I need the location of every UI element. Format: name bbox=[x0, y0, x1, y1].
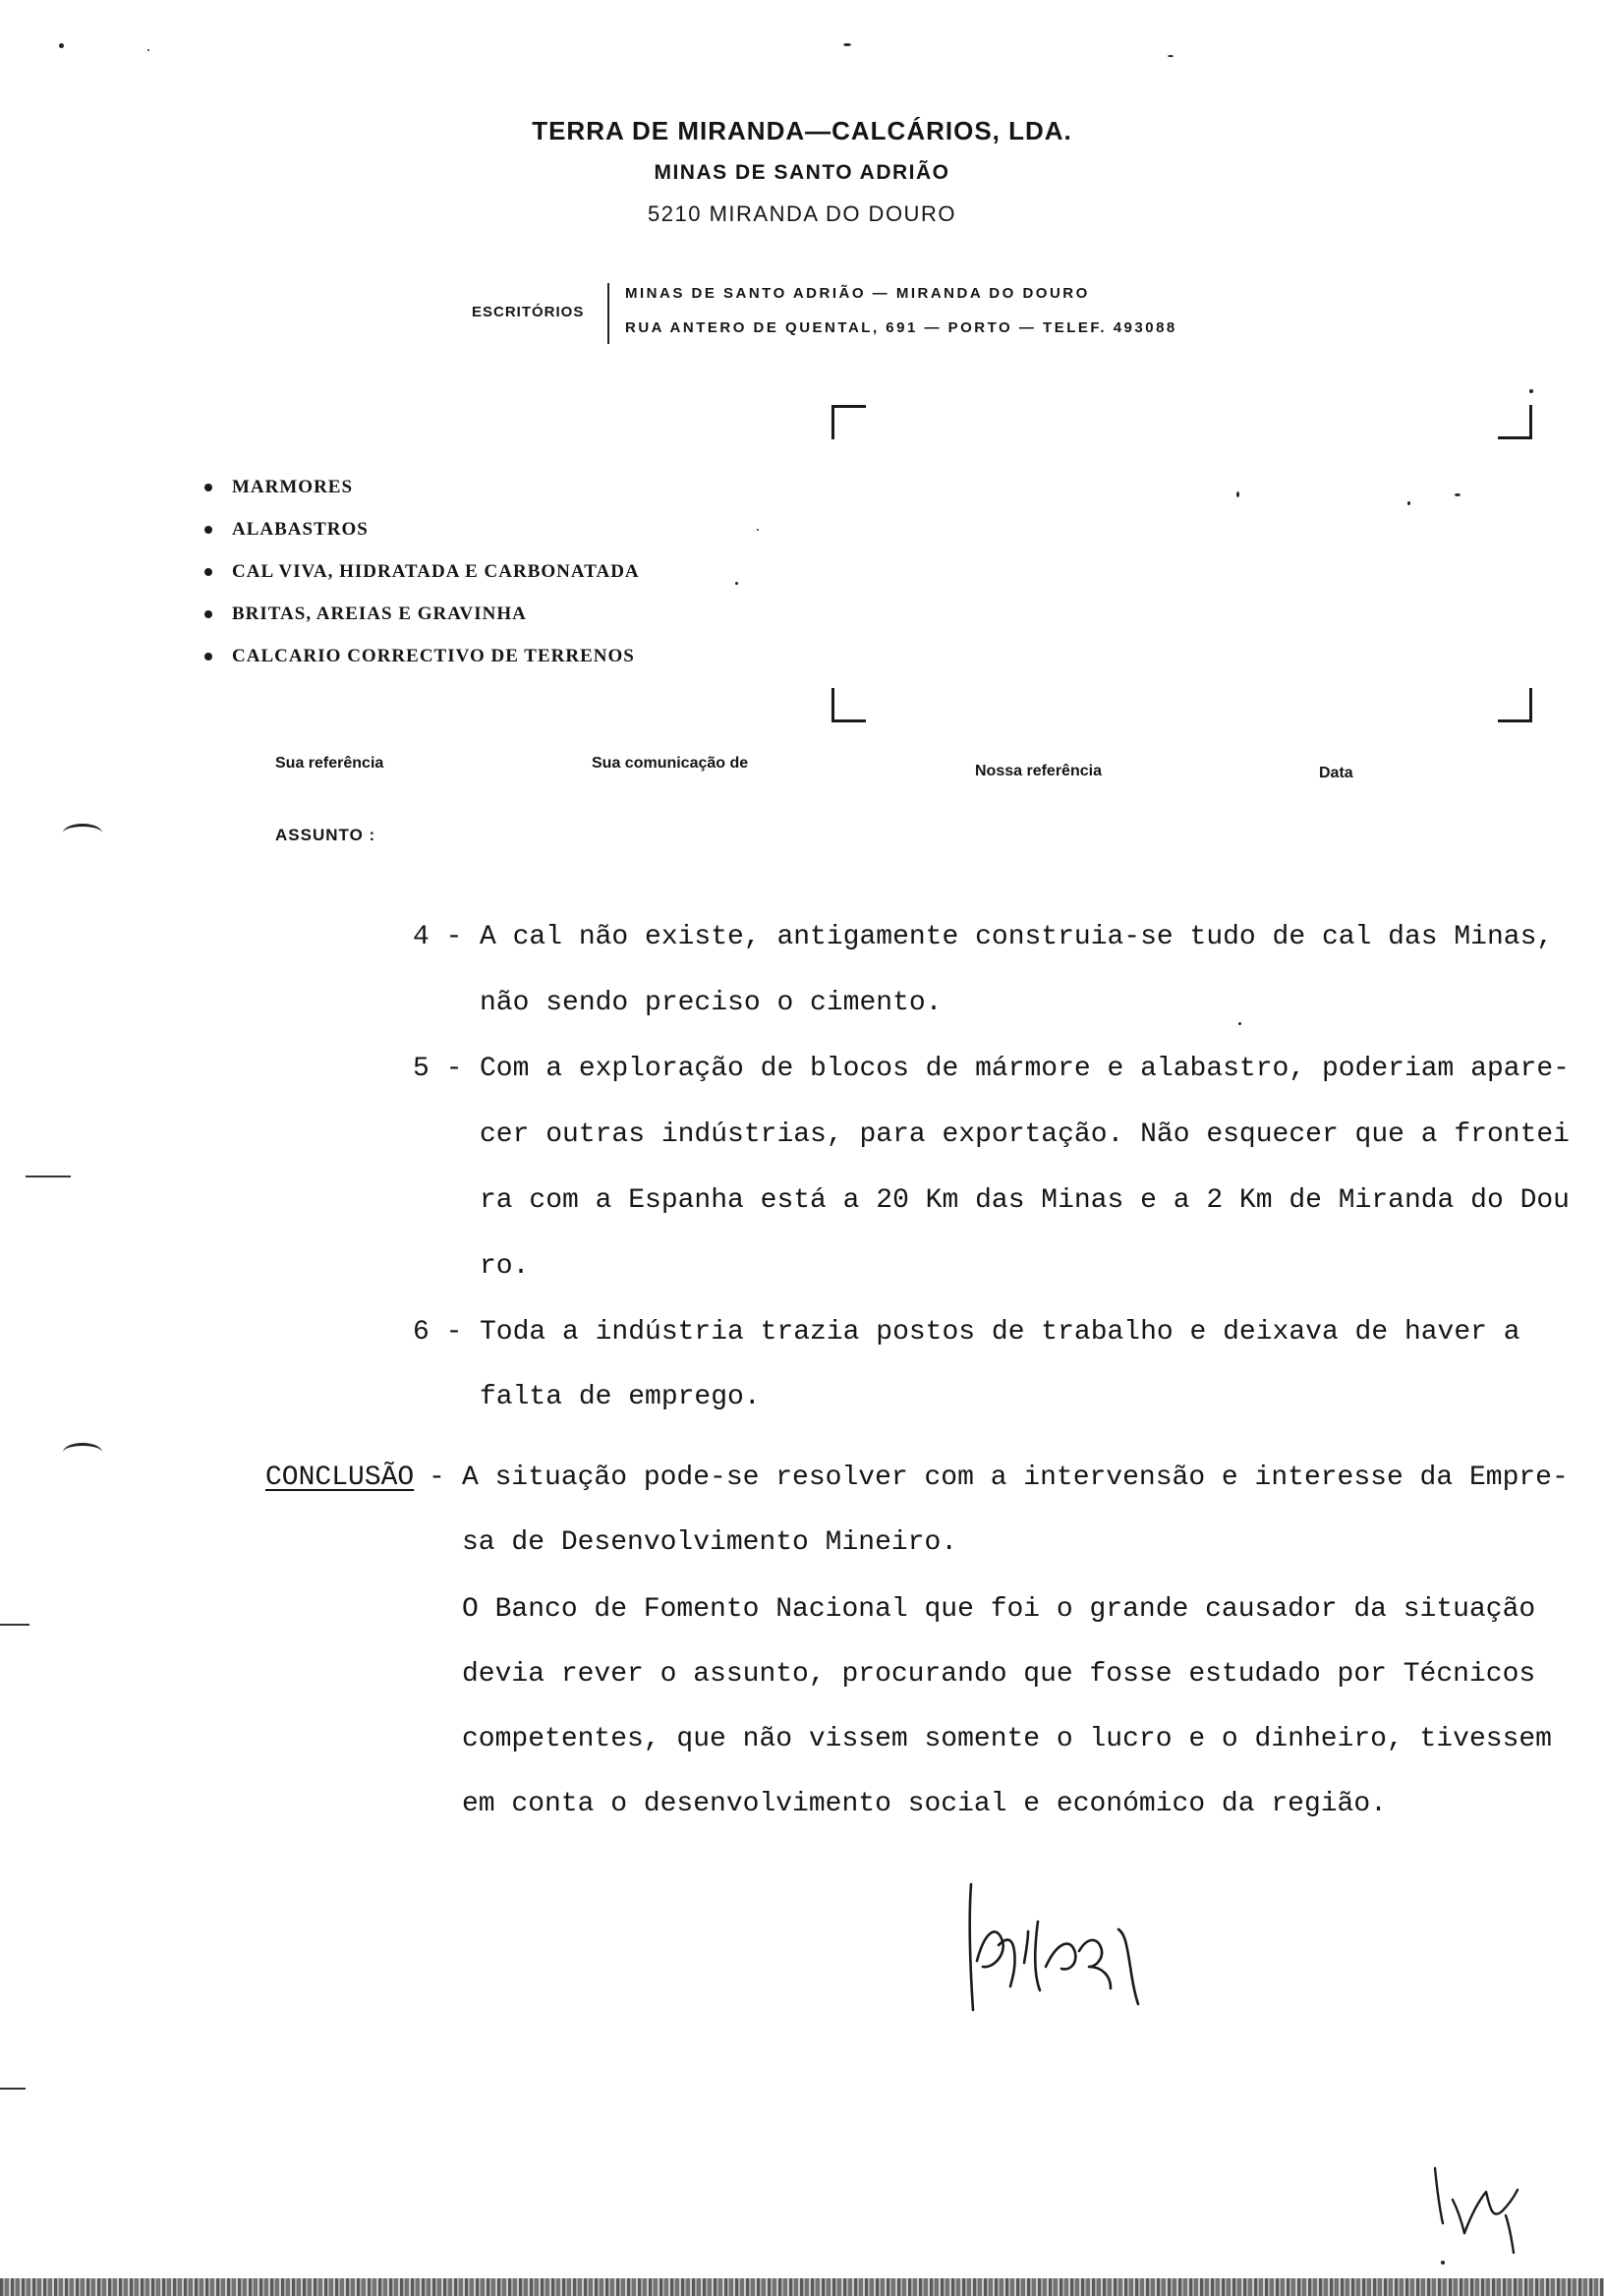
margin-mark bbox=[63, 824, 102, 842]
body-line: ra com a Espanha está a 20 Km das Minas e a 2 Km de Miranda do Dou bbox=[480, 1185, 1570, 1216]
margin-mark bbox=[0, 2088, 26, 2090]
scan-speck bbox=[147, 49, 149, 51]
your-reference-label: Sua referência bbox=[275, 755, 384, 772]
scan-speck bbox=[1441, 2261, 1445, 2265]
scan-speck bbox=[843, 43, 851, 46]
offices-label: ESCRITÓRIOS bbox=[472, 304, 585, 320]
scan-speck bbox=[735, 582, 738, 585]
body-line: O Banco de Fomento Nacional que foi o grande causador da situação bbox=[462, 1594, 1536, 1625]
margin-mark bbox=[63, 1443, 102, 1462]
scan-speck bbox=[757, 529, 759, 531]
body-line: não sendo preciso o cimento. bbox=[480, 988, 943, 1018]
scan-speck bbox=[1455, 493, 1461, 496]
mine-name: MINAS DE SANTO ADRIÃO bbox=[654, 161, 950, 184]
scan-edge bbox=[0, 2278, 1604, 2296]
your-communication-label: Sua comunicação de bbox=[592, 755, 749, 772]
product-label: BRITAS, AREIAS E GRAVINHA bbox=[232, 603, 527, 624]
subject-label: ASSUNTO : bbox=[275, 826, 376, 844]
margin-mark bbox=[26, 1176, 71, 1177]
product-label: CAL VIVA, HIDRATADA E CARBONATADA bbox=[232, 560, 640, 582]
product-label: CALCARIO CORRECTIVO DE TERRENOS bbox=[232, 645, 635, 666]
scan-speck bbox=[1236, 491, 1239, 497]
margin-mark bbox=[0, 1624, 29, 1626]
conclusion-heading: CONCLUSÃO bbox=[265, 1463, 415, 1493]
conclusion-dash: - bbox=[429, 1463, 445, 1493]
body-line: cer outras indústrias, para exportação. Não esquecer que a frontei bbox=[480, 1119, 1570, 1150]
body-line: em conta o desenvolvimento social e económico da região. bbox=[462, 1789, 1387, 1819]
item-number: 5 - bbox=[413, 1054, 463, 1084]
date-label: Data bbox=[1319, 765, 1353, 781]
body-line: sa de Desenvolvimento Mineiro. bbox=[462, 1527, 958, 1558]
scan-speck bbox=[1407, 501, 1410, 505]
signature bbox=[963, 1872, 1179, 2020]
body-line: Com a exploração de blocos de mármore e alabastro, poderiam apare- bbox=[480, 1054, 1570, 1084]
postal-address: 5210 MIRANDA DO DOURO bbox=[648, 201, 956, 226]
company-name: TERRA DE MIRANDA—CALCÁRIOS, LDA. bbox=[532, 116, 1072, 145]
body-line: ro. bbox=[480, 1251, 530, 1282]
item-number: 4 - bbox=[413, 922, 463, 952]
office-address-line: MINAS DE SANTO ADRIÃO — MIRANDA DO DOURO bbox=[625, 285, 1090, 302]
product-label: MARMORES bbox=[232, 476, 354, 497]
body-line: devia rever o assunto, procurando que fosse estudado por Técnicos bbox=[462, 1659, 1536, 1690]
product-label: ALABASTROS bbox=[232, 518, 369, 540]
body-line: A cal não existe, antigamente construia-se tudo de cal das Minas, bbox=[480, 922, 1554, 952]
page-mark bbox=[1427, 2158, 1535, 2257]
body-line: A situação pode-se resolver com a intervensão e interesse da Empre- bbox=[462, 1463, 1569, 1493]
body-line: falta de emprego. bbox=[480, 1382, 761, 1412]
scan-speck bbox=[1168, 55, 1174, 57]
office-address-line: RUA ANTERO DE QUENTAL, 691 — PORTO — TELEF. 493088 bbox=[625, 319, 1177, 336]
item-number: 6 - bbox=[413, 1317, 463, 1348]
our-reference-label: Nossa referência bbox=[975, 763, 1102, 779]
body-line: competentes, que não vissem somente o lucro e o dinheiro, tivessem bbox=[462, 1724, 1552, 1754]
scan-speck bbox=[59, 43, 64, 48]
scan-speck bbox=[1529, 389, 1533, 393]
body-line: Toda a indústria trazia postos de trabalho e deixava de haver a bbox=[480, 1317, 1520, 1348]
scan-speck bbox=[1238, 1022, 1241, 1025]
